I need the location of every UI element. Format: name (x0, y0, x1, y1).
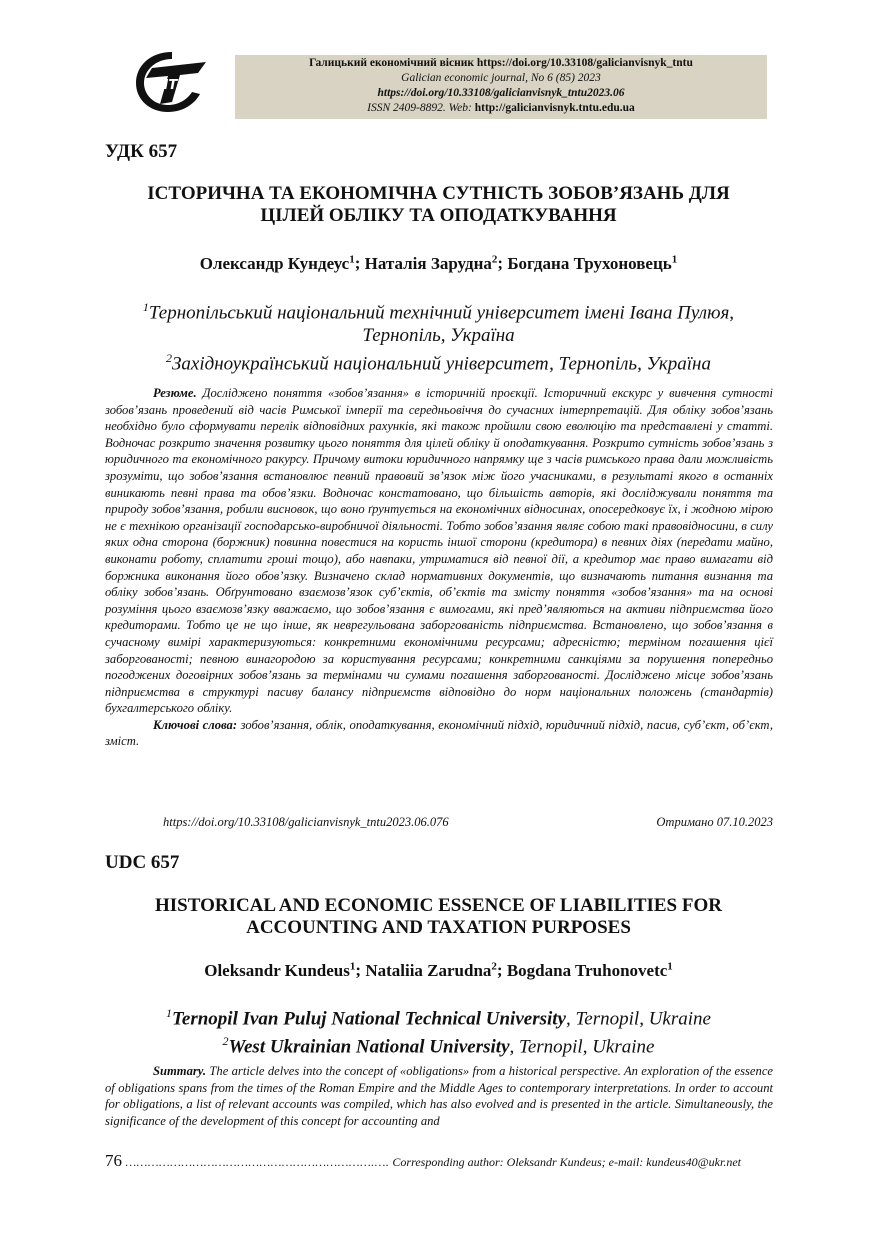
keywords-text: зобов’язання, облік, оподаткування, економічний підхід, юридичний підхід, пасив, суб’єкт, об’єкт, зміст. (105, 717, 773, 749)
abstract-text: Досліджено поняття «зобов’язання» в історичній проєкції. Історичний екскурс у вивчення сутності зобов’язань проведений від часів Римської імперії та середньовіччя до сучасних інтерпретацій. Для обліку зобов’язань необхідно було сформувати перелік відповідних рахунків, які також пройшли свою еволюцію та представлені у статті. Водночас розкрито значення розвитку цього поняття для цілей обліку й оподаткування. Розкрито сутність зобов’язань з юридичного та економічного ракурсу. Причому витоки юридичного напрямку ще з часів римського права дали можливість зрозуміти, що зобов’язання встановлює певний правовий зв’язок між його учасниками, в результаті якого в останніх виникають певні права та обов’язки. Водночас констатовано, що більшість авторів, які досліджували поняття та природу зобов’язання, робили висновок, що воно ґрунтується на економічних відносинах, опосередковує їх, і жодною мірою не є технікою організації господарсько-виробничої діяльності. Тобто зобов’язання являє собою такі правовідносини, в силу яких одна сторона (боржник) повинна повестися на користь іншої сторони (кредитора) в певних діях (передати майно, виконати роботу, сплатити гроші тощо), або навпаки, утриматися від певної дії, а кредитор має право вимагати від боржника виконання його обов’язку. Визначено склад нормативних документів, що визначають питання визнання та обліку зобов’язань. Обґрунтовано взаємозв’язок суб’єктів, об’єктів та змісту поняття «зобов’язання» та на основі розуміння цього взаємозв’язку вважаємо, що зобов’язання є вимогами, які пред’являються на активи підприємства його кредиторами. Тобто це не що інше, як неврегульована заборгованість підприємства. Встановлено, що зобов’язання в сучасному вимірі характеризуються: конкретними економічними ресурсами; адресністю; терміном погашення цієї заборгованості; певною винагородою за користування ресурсами; конкретними санкціями за порушення попередньо погоджених договірних зобов’язань за термінами чи сумами погашення заборгованості. Досліджено місце зобов’язань підприємства в структурі пасиву балансу підприємств відповідно до норм національних положень (стандартів) бухгалтерського обліку. (105, 386, 773, 716)
aff1-ua-line1: $^1$Тернопільський національний технічний університет імені Івана Пулюя, (142, 300, 735, 324)
aff2-en: $^2$West Ukrainian National University, Ternopil, Ukraine (222, 1034, 655, 1058)
journal-doi-link[interactable]: https://doi.org/10.33108/galicianvisnyk_tntu (476, 57, 693, 69)
author-affiliation-mark: 1 (671, 253, 678, 265)
title-ua-line1: ІСТОРИЧНА ТА ЕКОНОМІЧНА СУТНІСТЬ ЗОБОВ’ЯЗАНЬ ДЛЯ (147, 183, 730, 204)
en-author-2: Nataliia Zarudna$^2$ (365, 960, 497, 980)
title-en-line1: HISTORICAL AND ECONOMIC ESSENCE OF LIABILITIES FOR (155, 895, 722, 916)
title-en (60, 895, 817, 939)
summary-label: Summary. (153, 1064, 207, 1078)
footer-dots: ………………………………………………………….…. (122, 1155, 390, 1169)
corresponding-author: Corresponding author: Oleksandr Kundeus; e-mail: kundeus40@ukr.net (389, 1155, 741, 1169)
received-date: Отримано 07.10.2023 (656, 815, 773, 829)
aff1-ua-line2: Тернопіль, Україна (362, 325, 515, 347)
summary-en (105, 1063, 773, 1129)
keywords-ua-paragraph (105, 717, 773, 750)
journal-ua-name: Галицький економічний вісник (309, 57, 477, 69)
authors-en: Oleksandr Kundeus$^1$; Nataliia Zarudna$^2$; Bogdana Truhonovetc$^1$ (204, 960, 673, 980)
author-affiliation-mark: 2 (491, 253, 498, 265)
authors-ua: Олександр Кундеус$^1$; Наталія Зарудна$^2$; Богдана Трухоновець$^1$ (199, 253, 678, 273)
article-doi-link[interactable]: https://doi.org/10.33108/galicianvisnyk_tntu2023.06.076 (163, 815, 449, 829)
aff2-ua: $^2$Західноукраїнський національний університет, Тернопіль, Україна (166, 351, 711, 375)
affiliations-ua (60, 296, 817, 376)
abstract-ua (105, 385, 773, 750)
issue-doi-link[interactable]: https://doi.org/10.33108/galicianvisnyk_tntu2023.06 (377, 87, 625, 99)
affiliations-en (60, 1002, 817, 1059)
author-affiliation-mark: 1 (349, 253, 355, 265)
issn-line (235, 101, 767, 116)
en-author-3: Bogdana Truhonovetc$^1$ (506, 960, 673, 980)
page-footer (105, 1151, 773, 1171)
ua-author-3: Богдана Трухоновець$^1$ (507, 253, 678, 273)
en-author-1: Oleksandr Kundeus$^1$ (204, 960, 356, 980)
issn-text: ISSN 2409-8892. Web: (367, 102, 475, 114)
summary-en-paragraph (105, 1063, 773, 1129)
journal-web-link[interactable]: http://galicianvisnyk.tntu.edu.ua (474, 102, 635, 114)
aff1-en: $^1$Ternopil Ivan Puluj National Technical University, Ternopil, Ukraine (166, 1006, 711, 1030)
journal-header (235, 55, 767, 119)
author-affiliation-mark: 2 (491, 960, 497, 972)
tntu-logo (132, 46, 208, 118)
summary-text: The article delves into the concept of «obligations» from a historical perspective. An exploration of the essence of obligations spans from the times of the Roman Empire and the Middle Ages to contemporary interpretations. In order to account for obligations, a list of relevant accounts was compiled, which has also evolved and is presented in the article. Simultaneously, the significance of the development of this concept for accounting and (105, 1064, 773, 1128)
abstract-label: Резюме. (153, 386, 197, 400)
journal-en-line: Galician economic journal, No 6 (85) 2023 (401, 72, 601, 84)
author-affiliation-mark: 1 (349, 960, 356, 972)
ua-author-1: Олександр Кундеус$^1$ (199, 253, 355, 273)
keywords-label: Ключові слова: (153, 717, 238, 732)
ua-author-2: Наталія Зарудна$^2$ (364, 253, 498, 273)
title-ua-line2: ЦІЛЕЙ ОБЛІКУ ТА ОПОДАТКУВАННЯ (260, 205, 617, 226)
abstract-ua-paragraph (105, 385, 773, 717)
title-en-line2: ACCOUNTING AND TAXATION PURPOSES (246, 917, 631, 938)
logo-text: ТНТУ (148, 78, 188, 93)
journal-ua-line (235, 56, 767, 71)
page-number: 76 (105, 1151, 122, 1170)
udc-en: UDC 657 (105, 852, 180, 873)
title-ua (60, 183, 817, 227)
author-affiliation-mark: 1 (667, 960, 673, 972)
udc-ua: УДК 657 (105, 141, 178, 162)
